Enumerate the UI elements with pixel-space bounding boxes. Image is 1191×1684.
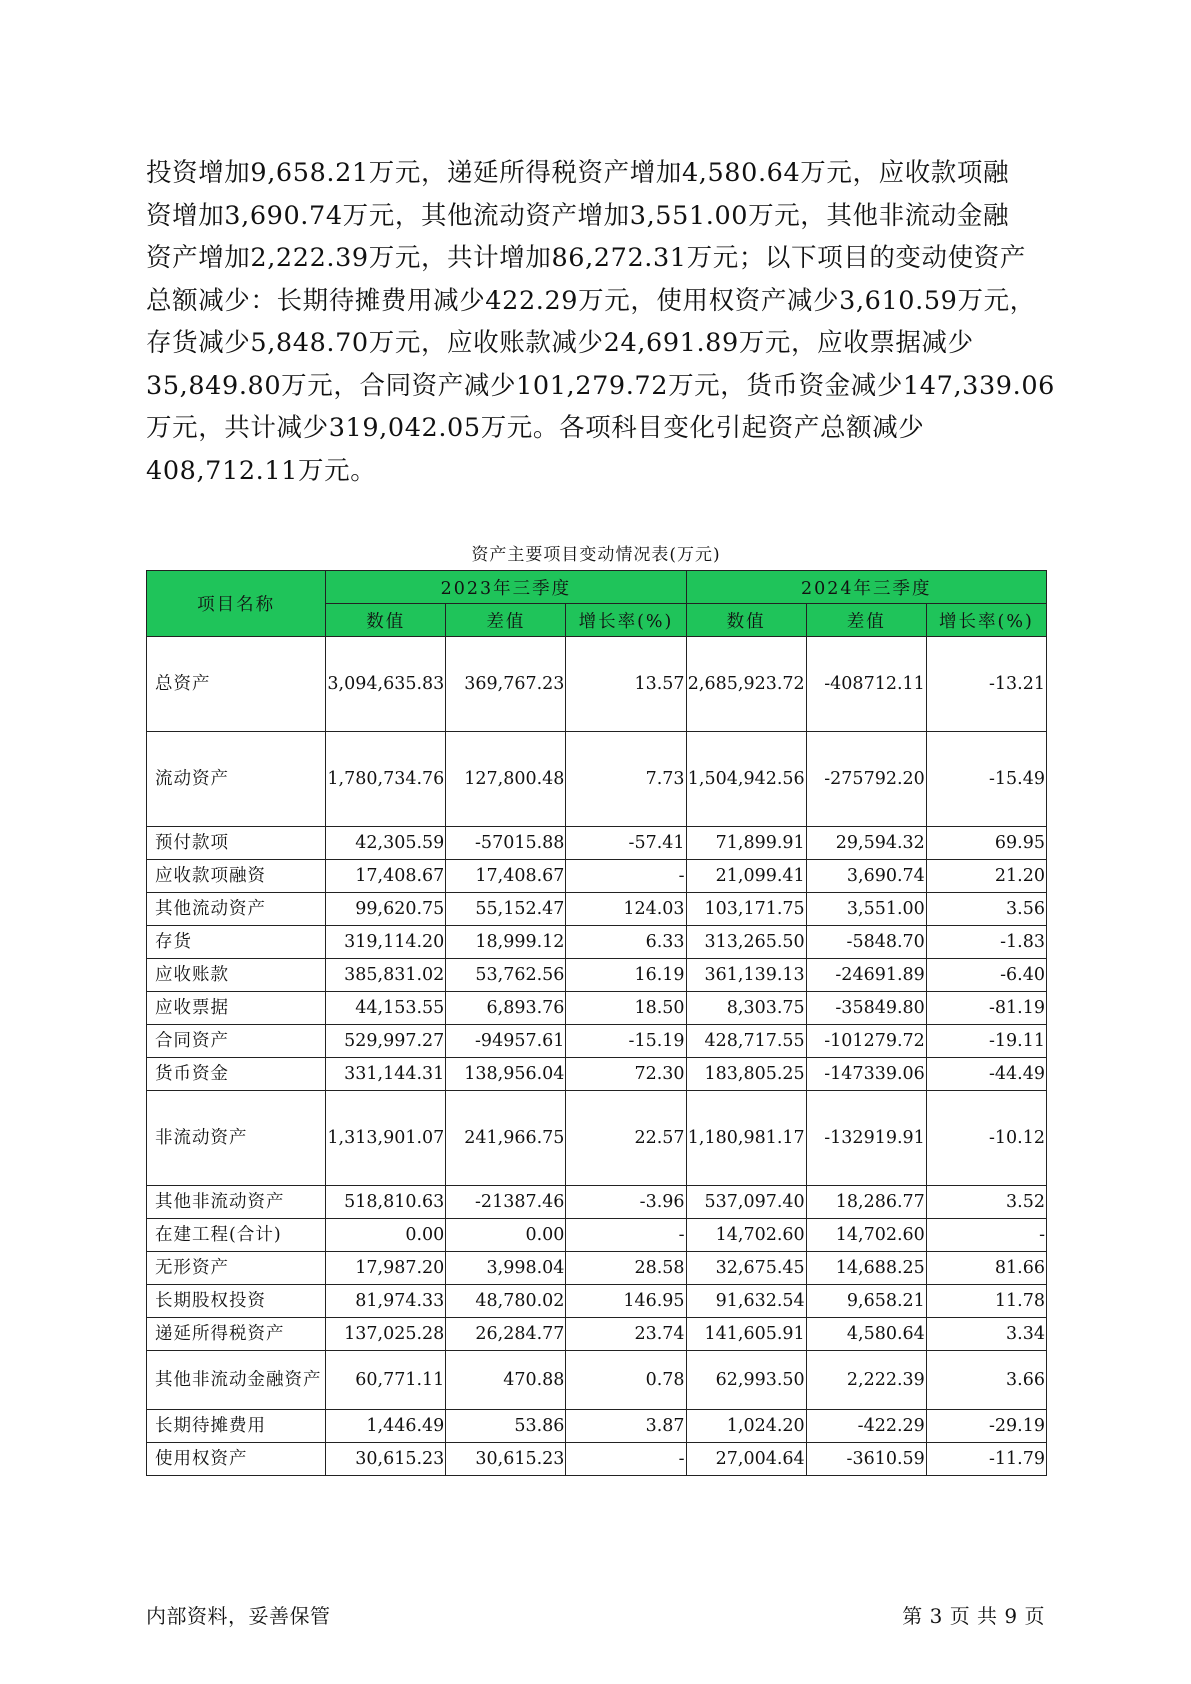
row-item-name: 其他流动资产	[147, 893, 326, 926]
table-caption: 资产主要项目变动情况表(万元)	[471, 545, 721, 565]
cell-v24: 32,675.45	[686, 1252, 806, 1285]
cell-v24: 8,303.75	[686, 992, 806, 1025]
cell-d24: -408712.11	[806, 637, 926, 732]
cell-d23: 369,767.23	[446, 637, 566, 732]
table-row	[147, 959, 1047, 992]
cell-v24: 71,899.91	[686, 827, 806, 860]
paragraph-line: 资产增加2,222.39万元，共计增加86,272.31万元；以下项目的变动使资产	[146, 243, 1026, 273]
cell-v23: 30,615.23	[326, 1443, 446, 1476]
cell-v24: 537,097.40	[686, 1186, 806, 1219]
cell-d23: 241,966.75	[446, 1091, 566, 1186]
cell-d24: 2,222.39	[806, 1351, 926, 1410]
paragraph-line: 35,849.80万元，合同资产减少101,279.72万元，货币资金减少147,339.06	[146, 370, 1055, 401]
cell-d24: 9,658.21	[806, 1285, 926, 1318]
cell-d23: -94957.61	[446, 1025, 566, 1058]
table-row	[147, 637, 1047, 732]
cell-d23: -57015.88	[446, 827, 566, 860]
header-item-name: 项目名称	[147, 571, 326, 637]
cell-g23: -	[566, 860, 686, 893]
header-diff: 差值	[446, 604, 566, 637]
cell-d23: 53.86	[446, 1410, 566, 1443]
header-growth: 增长率(%)	[926, 604, 1046, 637]
row-item-name: 非流动资产	[147, 1091, 326, 1186]
cell-d24: -275792.20	[806, 732, 926, 827]
cell-d23: 55,152.47	[446, 893, 566, 926]
cell-d23: 53,762.56	[446, 959, 566, 992]
cell-d24: 14,702.60	[806, 1219, 926, 1252]
cell-d24: 29,594.32	[806, 827, 926, 860]
cell-v24: 361,139.13	[686, 959, 806, 992]
cell-g24: -6.40	[926, 959, 1046, 992]
cell-g23: -3.96	[566, 1186, 686, 1219]
cell-g23: 13.57	[566, 637, 686, 732]
row-item-name: 其他非流动金融资产	[147, 1351, 326, 1410]
cell-v24: 428,717.55	[686, 1025, 806, 1058]
cell-v23: 331,144.31	[326, 1058, 446, 1091]
cell-v23: 17,987.20	[326, 1252, 446, 1285]
table-row	[147, 1219, 1047, 1252]
cell-d24: -147339.06	[806, 1058, 926, 1091]
cell-v23: 1,313,901.07	[326, 1091, 446, 1186]
cell-v23: 518,810.63	[326, 1186, 446, 1219]
cell-g23: 124.03	[566, 893, 686, 926]
paragraph-line: 投资增加9,658.21万元，递延所得税资产增加4,580.64万元，应收款项融	[146, 158, 1010, 188]
row-item-name: 合同资产	[147, 1025, 326, 1058]
cell-g24: 3.56	[926, 893, 1046, 926]
table-row	[147, 1025, 1047, 1058]
header-period-2024: 2024年三季度	[686, 571, 1046, 604]
cell-g23: 18.50	[566, 992, 686, 1025]
cell-v24: 62,993.50	[686, 1351, 806, 1410]
row-item-name: 在建工程(合计)	[147, 1219, 326, 1252]
cell-v23: 60,771.11	[326, 1351, 446, 1410]
footer-confidential: 内部资料，妥善保管	[146, 1604, 331, 1628]
cell-g23: -15.19	[566, 1025, 686, 1058]
cell-g23: -	[566, 1443, 686, 1476]
cell-g24: -11.79	[926, 1443, 1046, 1476]
cell-g24: 81.66	[926, 1252, 1046, 1285]
footer-page-number: 第 3 页 共 9 页	[902, 1604, 1045, 1628]
row-item-name: 总资产	[147, 637, 326, 732]
table-row	[147, 992, 1047, 1025]
table-row	[147, 926, 1047, 959]
table-row	[147, 1058, 1047, 1091]
cell-g23: 28.58	[566, 1252, 686, 1285]
cell-v23: 81,974.33	[326, 1285, 446, 1318]
cell-d23: 48,780.02	[446, 1285, 566, 1318]
cell-g24: 3.52	[926, 1186, 1046, 1219]
cell-d24: -132919.91	[806, 1091, 926, 1186]
cell-v24: 183,805.25	[686, 1058, 806, 1091]
cell-g23: -	[566, 1219, 686, 1252]
cell-v23: 99,620.75	[326, 893, 446, 926]
row-item-name: 应收款项融资	[147, 860, 326, 893]
cell-v24: 21,099.41	[686, 860, 806, 893]
cell-g24: -15.49	[926, 732, 1046, 827]
paragraph-line: 存货减少5,848.70万元，应收账款减少24,691.89万元，应收票据减少	[146, 328, 974, 358]
cell-d23: -21387.46	[446, 1186, 566, 1219]
cell-g24: 11.78	[926, 1285, 1046, 1318]
cell-g24: 21.20	[926, 860, 1046, 893]
cell-d23: 30,615.23	[446, 1443, 566, 1476]
paragraph-line: 万元，共计减少319,042.05万元。各项科目变化引起资产总额减少	[146, 413, 925, 443]
cell-v23: 1,780,734.76	[326, 732, 446, 827]
table-row	[147, 1091, 1047, 1186]
cell-g23: -57.41	[566, 827, 686, 860]
row-item-name: 递延所得税资产	[147, 1318, 326, 1351]
header-diff: 差值	[806, 604, 926, 637]
cell-v24: 27,004.64	[686, 1443, 806, 1476]
cell-g24: -19.11	[926, 1025, 1046, 1058]
cell-g24: 3.34	[926, 1318, 1046, 1351]
cell-v23: 3,094,635.83	[326, 637, 446, 732]
cell-v24: 14,702.60	[686, 1219, 806, 1252]
cell-g23: 72.30	[566, 1058, 686, 1091]
cell-d24: 3,551.00	[806, 893, 926, 926]
table-row	[147, 1285, 1047, 1318]
table-row	[147, 827, 1047, 860]
cell-d23: 3,998.04	[446, 1252, 566, 1285]
cell-g24: -10.12	[926, 1091, 1046, 1186]
cell-v24: 103,171.75	[686, 893, 806, 926]
cell-g24: -44.49	[926, 1058, 1046, 1091]
header-value: 数值	[686, 604, 806, 637]
cell-d23: 138,956.04	[446, 1058, 566, 1091]
table-row	[147, 1186, 1047, 1219]
cell-g24: 3.66	[926, 1351, 1046, 1410]
cell-v24: 1,504,942.56	[686, 732, 806, 827]
asset-change-table	[146, 570, 1047, 1476]
cell-v23: 319,114.20	[326, 926, 446, 959]
row-item-name: 预付款项	[147, 827, 326, 860]
cell-d24: -24691.89	[806, 959, 926, 992]
cell-v23: 42,305.59	[326, 827, 446, 860]
cell-g23: 146.95	[566, 1285, 686, 1318]
header-value: 数值	[326, 604, 446, 637]
cell-d24: -422.29	[806, 1410, 926, 1443]
row-item-name: 存货	[147, 926, 326, 959]
row-item-name: 应收票据	[147, 992, 326, 1025]
table-row	[147, 1252, 1047, 1285]
table-row	[147, 1410, 1047, 1443]
cell-d23: 6,893.76	[446, 992, 566, 1025]
table-row	[147, 1351, 1047, 1410]
table-row	[147, 860, 1047, 893]
cell-g24: -29.19	[926, 1410, 1046, 1443]
paragraph-line: 资增加3,690.74万元，其他流动资产增加3,551.00万元，其他非流动金融	[146, 200, 1010, 231]
cell-d24: -3610.59	[806, 1443, 926, 1476]
header-growth: 增长率(%)	[566, 604, 686, 637]
row-item-name: 使用权资产	[147, 1443, 326, 1476]
cell-v24: 313,265.50	[686, 926, 806, 959]
paragraph-line: 总额减少：长期待摊费用减少422.29万元，使用权资产减少3,610.59万元，	[146, 285, 1036, 316]
cell-v23: 1,446.49	[326, 1410, 446, 1443]
cell-v24: 1,024.20	[686, 1410, 806, 1443]
row-item-name: 长期待摊费用	[147, 1410, 326, 1443]
cell-d24: 3,690.74	[806, 860, 926, 893]
cell-d24: -35849.80	[806, 992, 926, 1025]
cell-g23: 7.73	[566, 732, 686, 827]
cell-g24: 69.95	[926, 827, 1046, 860]
cell-g23: 22.57	[566, 1091, 686, 1186]
row-item-name: 流动资产	[147, 732, 326, 827]
row-item-name: 无形资产	[147, 1252, 326, 1285]
paragraph-line: 408,712.11万元。	[146, 455, 377, 486]
cell-v23: 385,831.02	[326, 959, 446, 992]
cell-v24: 2,685,923.72	[686, 637, 806, 732]
cell-d23: 26,284.77	[446, 1318, 566, 1351]
cell-d24: 14,688.25	[806, 1252, 926, 1285]
table-body	[147, 637, 1047, 1476]
cell-g23: 0.78	[566, 1351, 686, 1410]
cell-d23: 470.88	[446, 1351, 566, 1410]
cell-g24: -	[926, 1219, 1046, 1252]
row-item-name: 其他非流动资产	[147, 1186, 326, 1219]
cell-g24: -13.21	[926, 637, 1046, 732]
body-paragraph	[146, 152, 1055, 492]
cell-v24: 1,180,981.17	[686, 1091, 806, 1186]
cell-v23: 137,025.28	[326, 1318, 446, 1351]
cell-v24: 91,632.54	[686, 1285, 806, 1318]
cell-d24: -101279.72	[806, 1025, 926, 1058]
row-item-name: 货币资金	[147, 1058, 326, 1091]
cell-d24: 4,580.64	[806, 1318, 926, 1351]
cell-d23: 17,408.67	[446, 860, 566, 893]
cell-d24: 18,286.77	[806, 1186, 926, 1219]
cell-g23: 16.19	[566, 959, 686, 992]
cell-g24: -81.19	[926, 992, 1046, 1025]
table-row	[147, 1443, 1047, 1476]
cell-d23: 127,800.48	[446, 732, 566, 827]
header-period-2023: 2023年三季度	[326, 571, 686, 604]
cell-v23: 529,997.27	[326, 1025, 446, 1058]
cell-v23: 0.00	[326, 1219, 446, 1252]
cell-d24: -5848.70	[806, 926, 926, 959]
cell-g23: 6.33	[566, 926, 686, 959]
cell-d23: 18,999.12	[446, 926, 566, 959]
table-row	[147, 732, 1047, 827]
row-item-name: 长期股权投资	[147, 1285, 326, 1318]
cell-v23: 17,408.67	[326, 860, 446, 893]
cell-g23: 23.74	[566, 1318, 686, 1351]
cell-v24: 141,605.91	[686, 1318, 806, 1351]
cell-v23: 44,153.55	[326, 992, 446, 1025]
cell-d23: 0.00	[446, 1219, 566, 1252]
cell-g24: -1.83	[926, 926, 1046, 959]
row-item-name: 应收账款	[147, 959, 326, 992]
table-row	[147, 893, 1047, 926]
cell-g23: 3.87	[566, 1410, 686, 1443]
table-row	[147, 1318, 1047, 1351]
